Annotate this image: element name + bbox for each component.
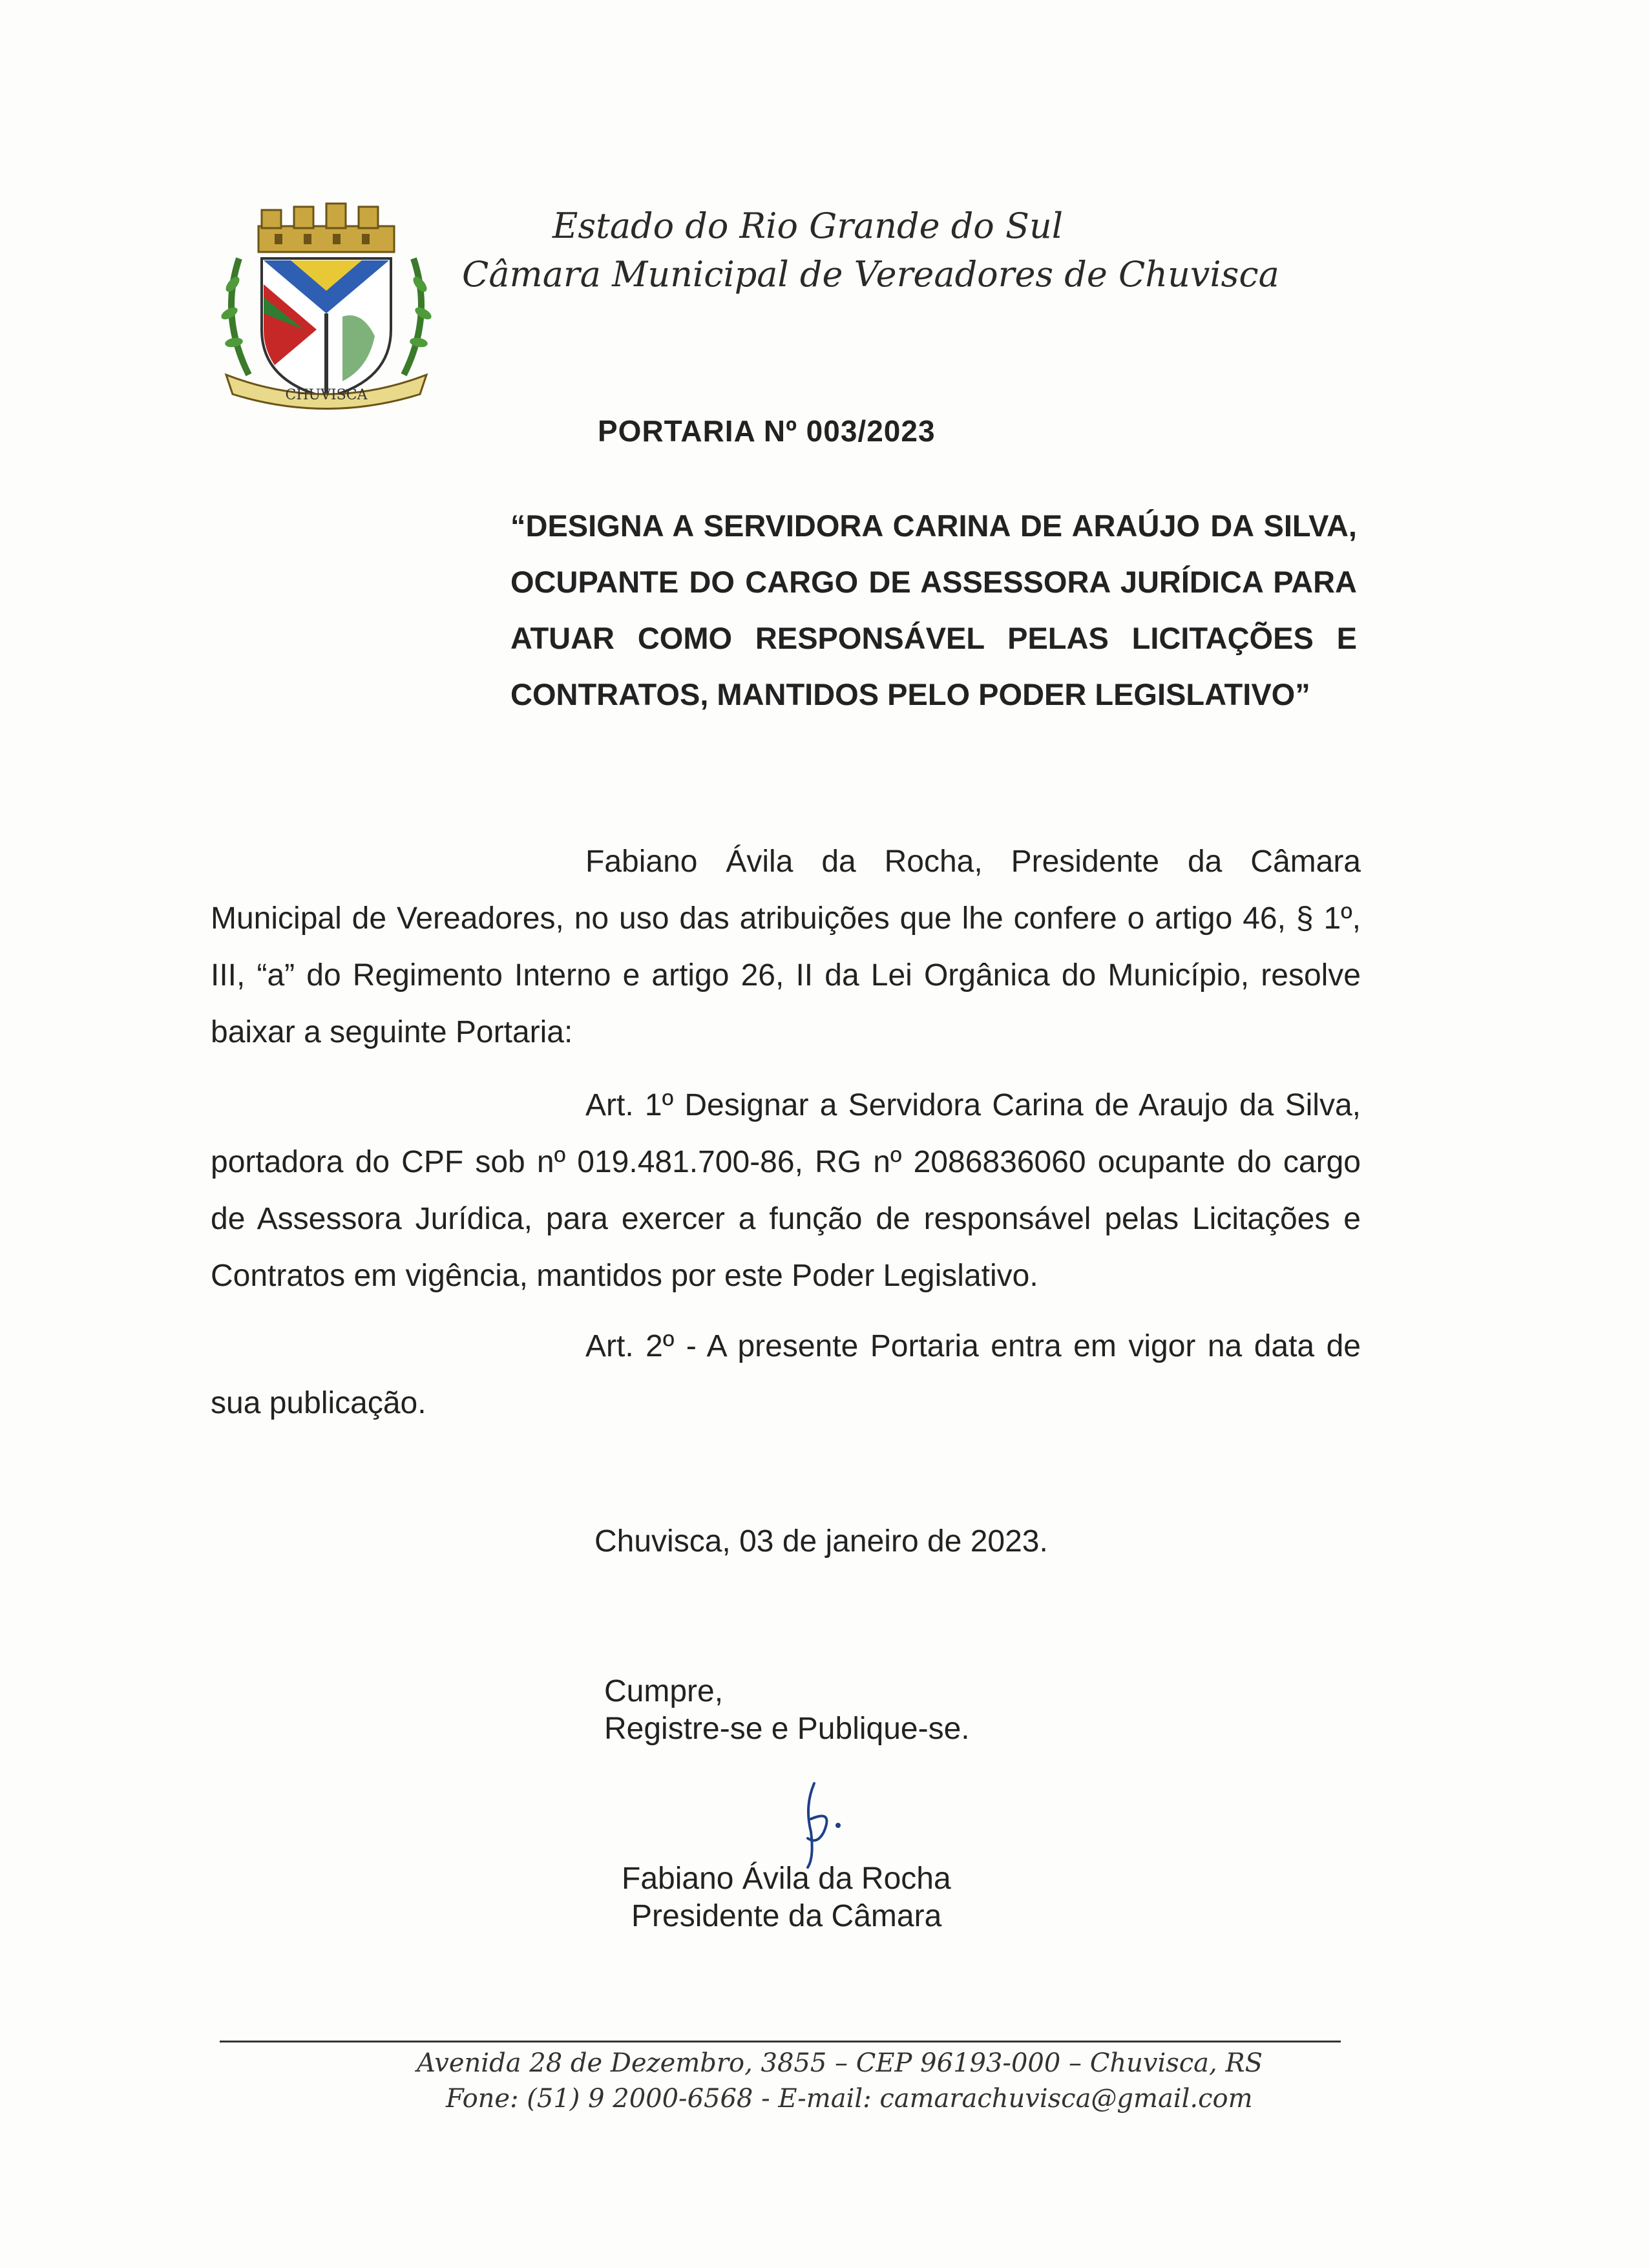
article-1-paragraph: Art. 1º Designar a Servidora Carina de Araujo da Silva, portadora do CPF sob nº 019.481.700-86, RG nº 2086836060 ocupante do cargo de Assessora Jurídica, para exercer a função de responsável pelas Licitações e Contratos em vigência, mantidos por este Poder Legislativo. [211, 1088, 1361, 1293]
portaria-ementa: “DESIGNA A SERVIDORA CARINA DE ARAÚJO DA SILVA, OCUPANTE DO CARGO DE ASSESSORA JURÍDICA PARA ATUAR COMO RESPONSÁVEL PELAS LICITAÇÕES E CONTRATOS, MANTIDOS PELO PODER LEGISLATIVO” [510, 509, 1357, 711]
preamble-paragraph: Fabiano Ávila da Rocha, Presidente da Câmara Municipal de Vereadores, no uso das atribuições que lhe confere o artigo 46, § 1º, III, “a” do Regimento Interno e artigo 26, II da Lei Orgânica do Município, resolve baixar a seguinte Portaria: [211, 845, 1361, 1049]
chamber-heading: Câmara Municipal de Vereadores de Chuvisca [462, 254, 1279, 295]
state-heading: Estado do Rio Grande do Sul [552, 205, 1064, 246]
coat-of-arms-icon [213, 200, 439, 423]
portaria-title: PORTARIA Nº 003/2023 [598, 414, 936, 448]
closing-line-2: Registre-se e Publique-se. [604, 1712, 970, 1746]
closing-line-1: Cumpre, [604, 1674, 724, 1708]
signer-name: Fabiano Ávila da Rocha [622, 1862, 951, 1896]
signer-role: Presidente da Câmara [631, 1899, 942, 1933]
crest-ribbon-text: CHUVISCA [285, 387, 368, 403]
footer-address: Avenida 28 de Dezembro, 3855 – CEP 96193-000 – Chuvisca, RS [417, 2048, 1263, 2078]
article-2-paragraph: Art. 2º - A presente Portaria entra em vigor na data de sua publicação. [211, 1329, 1361, 1420]
date-line: Chuvisca, 03 de janeiro de 2023. [594, 1524, 1048, 1559]
handwritten-signature [779, 1780, 850, 1871]
footer-contact: Fone: (51) 9 2000-6568 - E-mail: camarachuvisca@gmail.com [446, 2084, 1253, 2114]
footer-divider [220, 2041, 1341, 2042]
